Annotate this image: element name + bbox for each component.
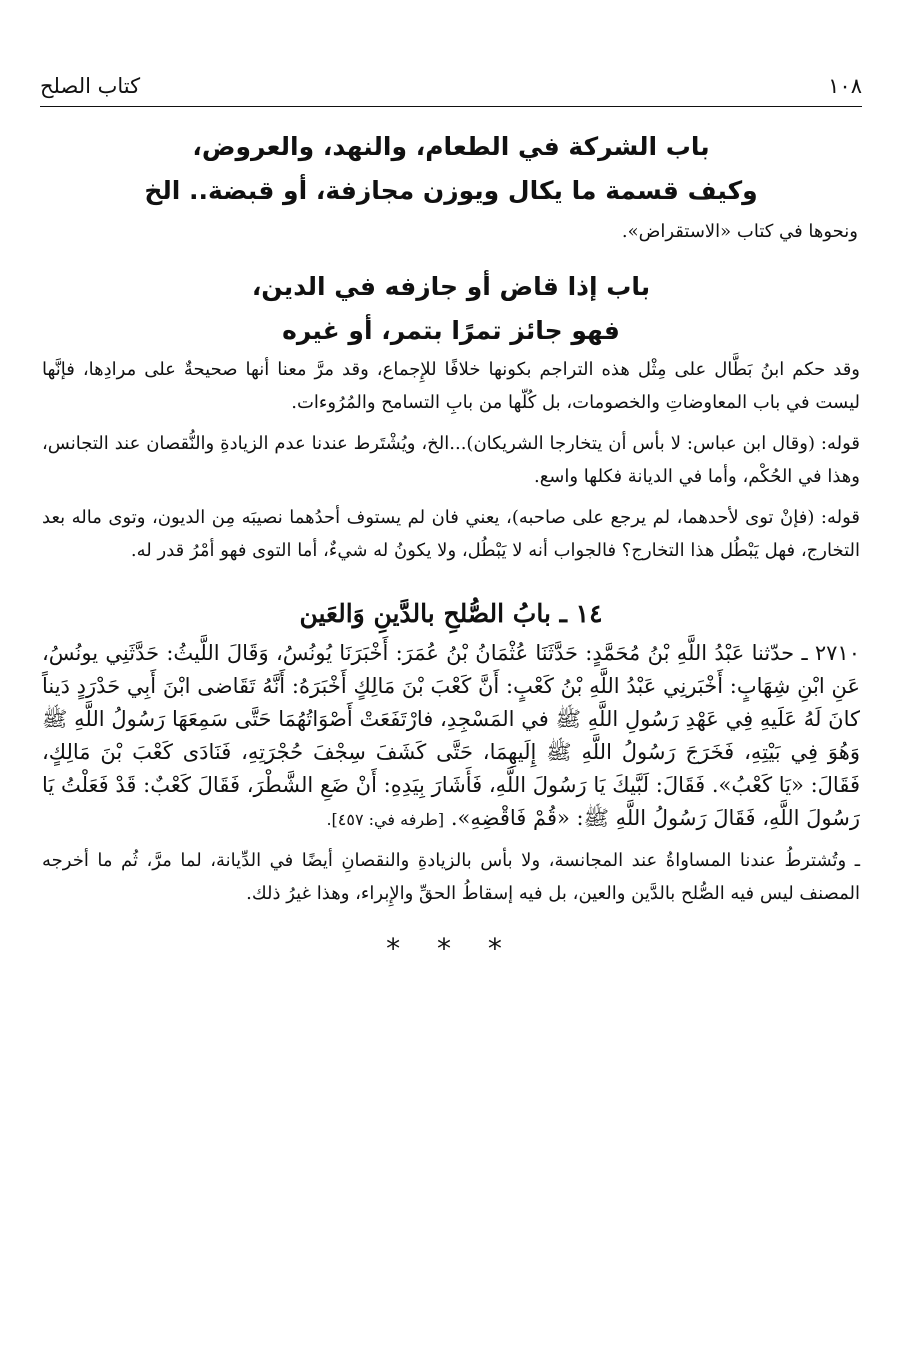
page-number: ١٠٨ xyxy=(828,74,862,98)
section1-title-line2: وكيف قسمة ما يكال ويوزن مجازفة، أو قبضة.. الخ xyxy=(144,176,758,205)
hadith-text: ٢٧١٠ ـ حدّثنا عَبْدُ اللَّهِ بْنُ مُحَمَّدٍ: حَدَّثَنَا عُثْمَانُ بْنُ عُمَرَ: أَخْبَرَنَا يُونُسُ، وَقَالَ اللَّيثُ: حَدَّثَنِي يونُسُ، عَنِ ابْنِ شِهَابٍ: أَخْبَرنِي عَبْدُ اللَّهِ بْنُ كَعْبٍ: أَنَّ كَعْبَ بْنَ مَالِكٍ أَخْبَرَهُ: أَنَّهُ تَقَاضى ابْنَ أَبِي حَدْرَدٍ دَيناً كانَ لَهُ عَلَيهِ فِي عَهْدِ رَسُولِ اللَّهِ ﷺ في المَسْجِدِ، فارْتَفَعَتْ أَصْوَاتُهُمَا حَتَّى سَمِعَهَا رَسُولُ اللَّهِ ﷺ وَهُوَ فِي بَيْتِهِ، فَخَرَجَ رَسُولُ اللَّهِ ﷺ إِلَيهِمَا، حَتَّى كَشَفَ سِجْفَ حُجْرَتِهِ، فَنَادَى كَعْبَ بْنَ مَالِكٍ، فَقَالَ: «يَا كَعْبُ». فَقَالَ: لَبَّيكَ يَا رَسُولَ اللَّهِ، فَأَشَارَ بِيَدِهِ: أَنْ ضَعِ الشَّطْرَ، فَقَالَ كَعْبٌ: قَدْ فَعَلْتُ يَا رَسُولَ اللَّهِ، فَقَالَ رَسُولُ اللَّهِ ﷺ: «قُمْ فَاقْضِهِ». xyxy=(42,641,860,830)
section2-title-line1: باب إذا قاض أو جازفه في الدين، xyxy=(251,272,651,301)
chapter-14-title: ١٤ ـ بابُ الصُّلحِ بالدَّينِ وَالعَين xyxy=(299,599,603,628)
hadith-commentary: ـ وتُشترطُ عندنا المساواةُ عند المجانسة، ولا بأس بالزيادةِ والنقصانِ أيضًا في الدِّيانة، لما مرَّ، ثُم ما أخرجه المصنف ليس فيه الصُّلح بالدَّين والعين، بل فيه إسقاطُ الحقِّ والإِبراء، وهذا غيرُ ذلك. xyxy=(42,850,860,904)
hadith-cross-reference: [طرفه في: ٤٥٧]. xyxy=(326,810,445,829)
section-separator-stars: * * * xyxy=(386,932,516,965)
commentary-paragraph-2: قوله: (وقال ابن عباس: لا بأس أن يتخارجا الشريكان)...الخ، ويُشْتَرط عندنا عدم الزيادةِ والنُّقصان عند التجانس، وهذا في الحُكْم، وأما في الديانة فكلها واسع. xyxy=(42,433,860,487)
section1-note: ونحوها في كتاب «الاستقراض». xyxy=(621,221,858,242)
commentary-paragraph-1: وقد حكم ابنُ بَطَّال على مِثْل هذه التراجم بكونها خلافًا للإِجماع، وقد مرَّ معنا أنها صحيحةٌ على مرادِها، فإنَّها ليست في باب المعاوضاتِ والخصومات، بل كُلّها من بابِ التسامح والمُرُوءات. xyxy=(42,359,860,413)
hadith-2710 xyxy=(42,637,860,836)
page-body xyxy=(42,125,860,965)
section1-title-line1: باب الشركة في الطعام، والنهد، والعروض، xyxy=(192,132,710,161)
running-book-title: كتاب الصلح xyxy=(40,74,141,98)
page-header xyxy=(40,66,862,107)
commentary-paragraph-3: قوله: (فإنْ توى لأحدهما، لم يرجع على صاحبه)، يعني فان لم يستوف أحدُهما نصيبَه مِن الديون، وتوى ماله بعد التخارج، فهل يَبْطُل هذا التخارج؟ فالجواب أنه لا يَبْطُل، ولا يكونُ له شيءٌ، أما التوى فهو أمْرُ قدر له. xyxy=(42,507,860,561)
section2-title-line2: فهو جائز تمرًا بتمر، أو غيره xyxy=(282,316,620,345)
